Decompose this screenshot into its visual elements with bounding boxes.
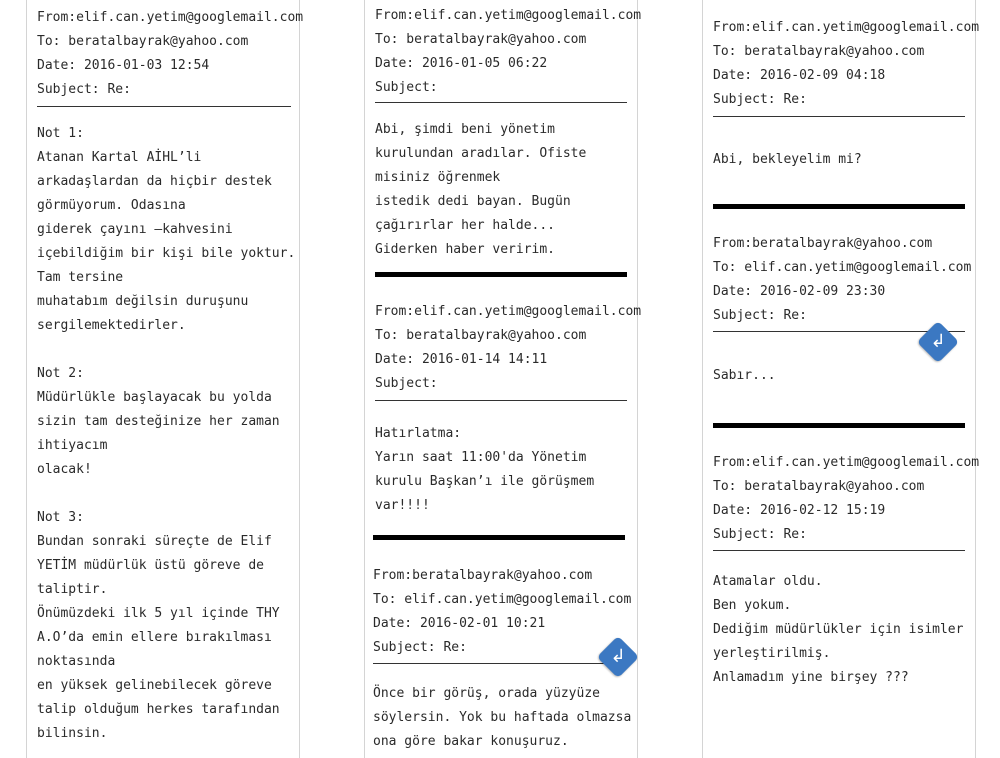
- email-date: Date: 2016-02-12 15:19: [713, 503, 886, 518]
- email-from: From:elif.can.yetim@googlemail.com: [713, 455, 980, 470]
- email-to: To: elif.can.yetim@googlemail.com: [713, 260, 972, 275]
- email-subject: Subject: Re:: [373, 640, 467, 655]
- email-from: From:beratalbayrak@yahoo.com: [373, 568, 593, 583]
- email-from: From:elif.can.yetim@googlemail.com: [37, 10, 304, 25]
- email-body: Abi, şimdi beni yönetim kurulundan aradılar. Ofiste misiniz öğrenmek istedik dedi bayan. Bugün çağırırlar her halde... Giderken haber veririm.: [375, 122, 587, 257]
- email-date: Date: 2016-02-09 04:18: [713, 68, 886, 83]
- email-column-1: [26, 0, 304, 758]
- email-subject: Subject: Re:: [713, 308, 807, 323]
- email-body: Abi, bekleyelim mi?: [713, 152, 862, 167]
- header-divider: [37, 106, 291, 107]
- message-separator: [375, 272, 627, 277]
- email-to: To: beratalbayrak@yahoo.com: [37, 34, 249, 49]
- reply-icon[interactable]: ↲: [917, 321, 959, 363]
- email-date: Date: 2016-02-01 10:21: [373, 616, 546, 631]
- message-separator: [713, 423, 965, 428]
- reply-icon[interactable]: ↲: [597, 636, 639, 678]
- header-divider: [375, 102, 627, 103]
- email-to: To: beratalbayrak@yahoo.com: [375, 32, 587, 47]
- email-date: Date: 2016-01-14 14:11: [375, 352, 548, 367]
- email-column-3: [702, 0, 980, 758]
- email-body: Sabır...: [713, 368, 776, 383]
- message-separator: [373, 535, 625, 540]
- message-separator: [713, 204, 965, 209]
- email-subject: Subject: Re:: [713, 92, 807, 107]
- email-subject: Subject:: [375, 376, 438, 391]
- header-divider: [373, 663, 609, 664]
- email-subject: Subject:: [375, 80, 438, 95]
- email-date: Date: 2016-01-03 12:54: [37, 58, 210, 73]
- email-body: Hatırlatma: Yarın saat 11:00'da Yönetim kurulu Başkan’ı ile görüşmem var!!!!: [375, 426, 595, 513]
- email-to: To: beratalbayrak@yahoo.com: [375, 328, 587, 343]
- email-subject: Subject: Re:: [713, 527, 807, 542]
- email-from: From:elif.can.yetim@googlemail.com: [375, 8, 642, 23]
- email-column-2: [364, 0, 642, 758]
- email-to: To: elif.can.yetim@googlemail.com: [373, 592, 632, 607]
- email-date: Date: 2016-01-05 06:22: [375, 56, 548, 71]
- header-divider: [713, 116, 965, 117]
- header-divider: [713, 550, 965, 551]
- email-body: Önce bir görüş, orada yüzyüze söylersin. Yok bu haftada olmazsa ona göre bakar konuşuruz.: [373, 686, 632, 749]
- email-from: From:elif.can.yetim@googlemail.com: [713, 20, 980, 35]
- header-divider: [375, 400, 627, 401]
- email-to: To: beratalbayrak@yahoo.com: [713, 44, 925, 59]
- email-subject: Subject: Re:: [37, 82, 131, 97]
- email-date: Date: 2016-02-09 23:30: [713, 284, 886, 299]
- email-body: Not 1: Atanan Kartal AİHL’li arkadaşlardan da hiçbir destek görmüyorum. Odasına giderek çayını –kahvesini içebildiğim bir kişi bile yoktur. Tam tersine muhatabım değilsin duruşunu sergilemektedirler. Not 2: Müdürlükle başlayacak bu yolda sizin tam desteğinize her zaman ihtiyacım olacak! Not 3: Bundan sonraki süreçte de Elif YETİM müdürlük üstü göreve de taliptir. Önümüzdeki ilk 5 yıl içinde THY A.O’da emin ellere bırakılması noktasında en yüksek gelinebilecek göreve talip olduğum herkes tarafından bilinsin.: [37, 126, 296, 741]
- email-from: From:elif.can.yetim@googlemail.com: [375, 304, 642, 319]
- email-body: Atamalar oldu. Ben yokum. Dediğim müdürlükler için isimler yerleştirilmiş. Anlamadım yine birşey ???: [713, 574, 964, 685]
- email-to: To: beratalbayrak@yahoo.com: [713, 479, 925, 494]
- email-from: From:beratalbayrak@yahoo.com: [713, 236, 933, 251]
